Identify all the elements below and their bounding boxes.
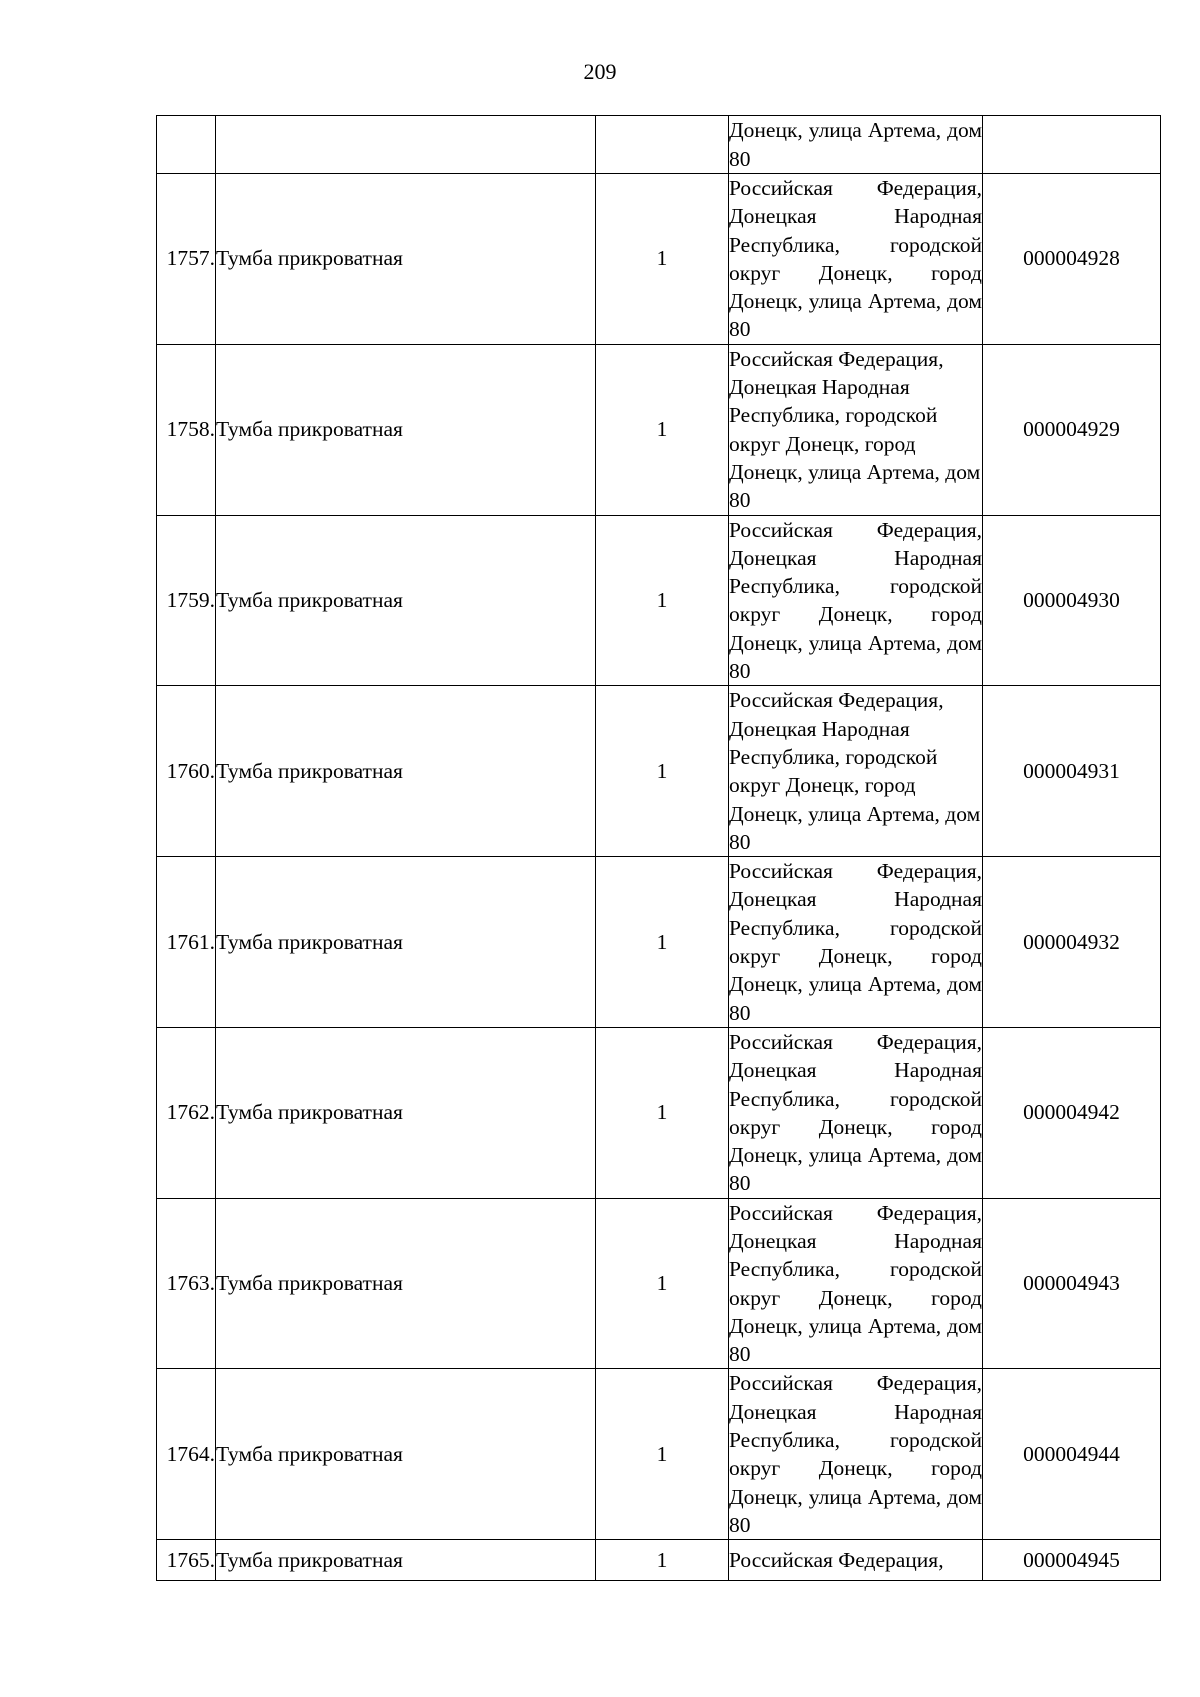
item-name-cell: Тумба прикроватная [216,1027,596,1198]
address-text: Российская Федерация, Донецкая Народная Республика, городской округ Донецк, город Донецк, улица Артема, дом 80 [729,1371,982,1537]
inventory-code-cell: 000004945 [983,1540,1161,1581]
item-name-cell: Тумба прикроватная [216,1540,596,1581]
address-text: Российская Федерация, Донецкая Народная Республика, городской округ Донецк, город Донецк, улица Артема, дом 80 [729,859,982,1025]
address-text: Российская Федерация, Донецкая Народная Республика, городской округ Донецк, город Донецк, улица Артема, дом 80 [729,517,982,684]
row-number-cell: 1762. [157,1027,216,1198]
item-name-cell [216,116,596,174]
address-text: Российская Федерация, Донецкая Народная Республика, городской округ Донецк, город Донецк, улица Артема, дом 80 [729,346,981,513]
inventory-code-cell: 000004942 [983,1027,1161,1198]
row-number-cell: 1764. [157,1369,216,1540]
quantity-cell: 1 [596,515,729,686]
table-row [157,1369,1161,1540]
table-row [157,515,1161,686]
address-text: Российская Федерация, Донецкая Народная Республика, городской округ Донецк, город Донецк, улица Артема, дом 80 [729,688,981,854]
table-row-continued [157,116,1161,174]
address-cell [729,686,983,857]
quantity-cell: 1 [596,1198,729,1369]
row-number-cell: 1761. [157,857,216,1028]
address-text: Донецк, улица Артема, дом 80 [729,118,982,171]
inventory-table [156,115,1161,1581]
table-row [157,1540,1161,1581]
quantity-cell: 1 [596,857,729,1028]
row-number-cell: 1758. [157,344,216,515]
row-number-cell [157,116,216,174]
address-text: Российская Федерация, Донецкая Народная Республика, городской округ Донецк, город Донецк, улица Артема, дом 80 [729,176,982,342]
table-row [157,1027,1161,1198]
table-row [157,1198,1161,1369]
address-cell [729,116,983,174]
table-row [157,686,1161,857]
address-cell [729,344,983,515]
address-text: Российская Федерация, Донецкая Народная Республика, городской округ Донецк, город Донецк, улица Артема, дом 80 [729,1200,982,1367]
item-name-cell: Тумба прикроватная [216,1198,596,1369]
row-number-cell: 1759. [157,515,216,686]
inventory-code-cell: 000004929 [983,344,1161,515]
address-text: Российская Федерация, [729,1548,944,1573]
inventory-code-cell: 000004943 [983,1198,1161,1369]
table-row [157,857,1161,1028]
item-name-cell: Тумба прикроватная [216,174,596,345]
address-cell [729,174,983,345]
item-name-cell: Тумба прикроватная [216,344,596,515]
address-cell [729,857,983,1028]
inventory-code-cell: 000004930 [983,515,1161,686]
table-row [157,344,1161,515]
item-name-cell: Тумба прикроватная [216,857,596,1028]
quantity-cell: 1 [596,1369,729,1540]
table-row [157,174,1161,345]
address-cell [729,1540,983,1581]
inventory-code-cell: 000004944 [983,1369,1161,1540]
quantity-cell: 1 [596,174,729,345]
quantity-cell [596,116,729,174]
row-number-cell: 1760. [157,686,216,857]
quantity-cell: 1 [596,1540,729,1581]
item-name-cell: Тумба прикроватная [216,686,596,857]
quantity-cell: 1 [596,686,729,857]
address-cell [729,1027,983,1198]
address-cell [729,1369,983,1540]
inventory-code-cell: 000004928 [983,174,1161,345]
inventory-code-cell: 000004931 [983,686,1161,857]
address-cell [729,515,983,686]
inventory-code-cell: 000004932 [983,857,1161,1028]
quantity-cell: 1 [596,344,729,515]
inventory-code-cell [983,116,1161,174]
inventory-table-body [157,116,1161,1581]
item-name-cell: Тумба прикроватная [216,515,596,686]
quantity-cell: 1 [596,1027,729,1198]
address-text: Российская Федерация, Донецкая Народная Республика, городской округ Донецк, город Донецк, улица Артема, дом 80 [729,1029,982,1196]
row-number-cell: 1757. [157,174,216,345]
row-number-cell: 1765. [157,1540,216,1581]
item-name-cell: Тумба прикроватная [216,1369,596,1540]
page-number: 209 [583,59,617,84]
row-number-cell: 1763. [157,1198,216,1369]
address-cell [729,1198,983,1369]
